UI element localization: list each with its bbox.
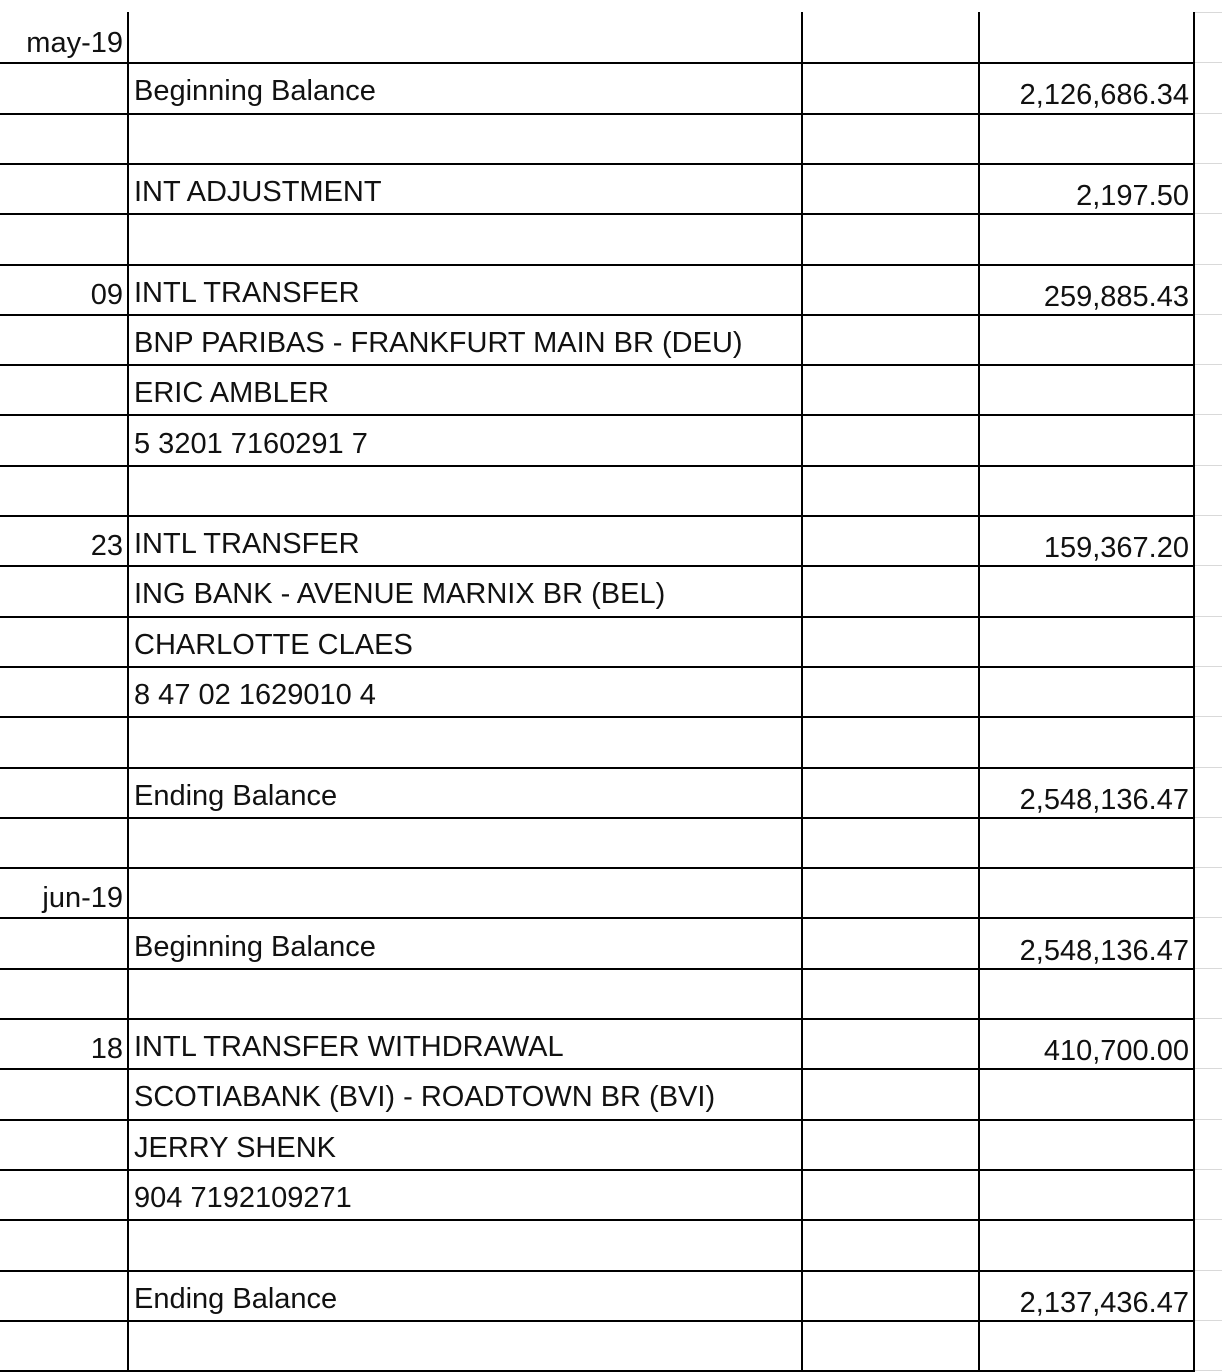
row-border (0, 1320, 1194, 1322)
gridline-faint (1194, 314, 1222, 315)
row-border (0, 465, 1194, 467)
column-border (1193, 12, 1195, 1372)
gridline-faint (1194, 1169, 1222, 1170)
gridline-faint (1194, 515, 1222, 516)
date-cell[interactable]: 09 (90, 279, 123, 311)
description-cell[interactable]: Ending Balance (134, 780, 338, 812)
description-cell[interactable]: INTL TRANSFER (134, 277, 360, 309)
gridline-faint (1194, 364, 1222, 365)
gridline-faint (1194, 1119, 1222, 1120)
gridline-faint (1194, 716, 1222, 717)
gridline-faint (1194, 666, 1222, 667)
row-border (0, 1169, 1194, 1171)
date-cell[interactable]: may-19 (26, 27, 123, 59)
gridline-faint (1194, 213, 1222, 214)
row-border (0, 1119, 1194, 1121)
gridline-faint (1194, 1068, 1222, 1069)
gridline-faint (1194, 565, 1222, 566)
date-cell[interactable]: 23 (90, 530, 123, 562)
row-border (0, 666, 1194, 668)
amount-cell[interactable]: 2,197.50 (1076, 180, 1189, 212)
gridline-faint (1194, 62, 1222, 63)
description-cell[interactable]: CHARLOTTE CLAES (134, 629, 413, 661)
gridline-faint (1194, 767, 1222, 768)
gridline-faint (1194, 817, 1222, 818)
description-cell[interactable]: 904 7192109271 (134, 1182, 352, 1214)
gridline-faint (1194, 113, 1222, 114)
amount-cell[interactable]: 2,126,686.34 (1019, 79, 1189, 111)
description-cell[interactable]: 5 3201 7160291 7 (134, 428, 368, 460)
row-border (0, 968, 1194, 970)
gridline-faint (1194, 1370, 1222, 1371)
amount-cell[interactable]: 2,137,436.47 (1019, 1287, 1189, 1319)
row-border (0, 1068, 1194, 1070)
description-cell[interactable]: Ending Balance (134, 1283, 338, 1315)
gridline-faint (1194, 163, 1222, 164)
gridline-faint (1194, 1320, 1222, 1321)
row-border (0, 414, 1194, 416)
column-border (801, 12, 803, 1372)
gridline-faint (1194, 917, 1222, 918)
description-cell[interactable]: ING BANK - AVENUE MARNIX BR (BEL) (134, 578, 666, 610)
row-border (0, 314, 1194, 316)
row-border (0, 917, 1194, 919)
description-cell[interactable]: 8 47 02 1629010 4 (134, 679, 376, 711)
amount-cell[interactable]: 159,367.20 (1043, 532, 1189, 564)
row-border (0, 716, 1194, 718)
row-border (0, 1270, 1194, 1272)
row-border (0, 817, 1194, 819)
gridline-faint (1194, 968, 1222, 969)
gridline-faint (1194, 867, 1222, 868)
date-cell[interactable]: 18 (90, 1033, 123, 1065)
amount-cell[interactable]: 2,548,136.47 (1019, 784, 1189, 816)
amount-cell[interactable]: 2,548,136.47 (1019, 935, 1189, 967)
row-border (0, 616, 1194, 618)
description-cell[interactable]: SCOTIABANK (BVI) - ROADTOWN BR (BVI) (134, 1081, 716, 1113)
description-cell[interactable]: Beginning Balance (134, 75, 376, 107)
row-border (0, 767, 1194, 769)
row-border (0, 515, 1194, 517)
gridline-faint (1194, 616, 1222, 617)
row-border (0, 565, 1194, 567)
description-cell[interactable]: Beginning Balance (134, 931, 376, 963)
amount-cell[interactable]: 259,885.43 (1043, 281, 1189, 313)
row-border (0, 163, 1194, 165)
description-cell[interactable]: INT ADJUSTMENT (134, 176, 382, 208)
row-border (0, 213, 1194, 215)
row-border (0, 364, 1194, 366)
date-cell[interactable]: jun-19 (42, 882, 123, 914)
gridline-faint (1194, 12, 1222, 13)
gridline-faint (1194, 264, 1222, 265)
description-cell[interactable]: BNP PARIBAS - FRANKFURT MAIN BR (DEU) (134, 327, 743, 359)
gridline-faint (1194, 1219, 1222, 1220)
amount-cell[interactable]: 410,700.00 (1043, 1035, 1189, 1067)
row-border (0, 867, 1194, 869)
row-border (0, 62, 1194, 64)
gridline-faint (1194, 1018, 1222, 1019)
row-border (0, 264, 1194, 266)
description-cell[interactable]: INTL TRANSFER WITHDRAWAL (134, 1031, 564, 1063)
row-border (0, 1219, 1194, 1221)
column-border (127, 12, 129, 1372)
description-cell[interactable]: JERRY SHENK (134, 1132, 336, 1164)
column-border (978, 12, 980, 1372)
row-border (0, 113, 1194, 115)
description-cell[interactable]: ERIC AMBLER (134, 377, 329, 409)
gridline-faint (1194, 1270, 1222, 1271)
row-border (0, 1018, 1194, 1020)
description-cell[interactable]: INTL TRANSFER (134, 528, 360, 560)
gridline-faint (1194, 465, 1222, 466)
gridline-faint (1194, 414, 1222, 415)
